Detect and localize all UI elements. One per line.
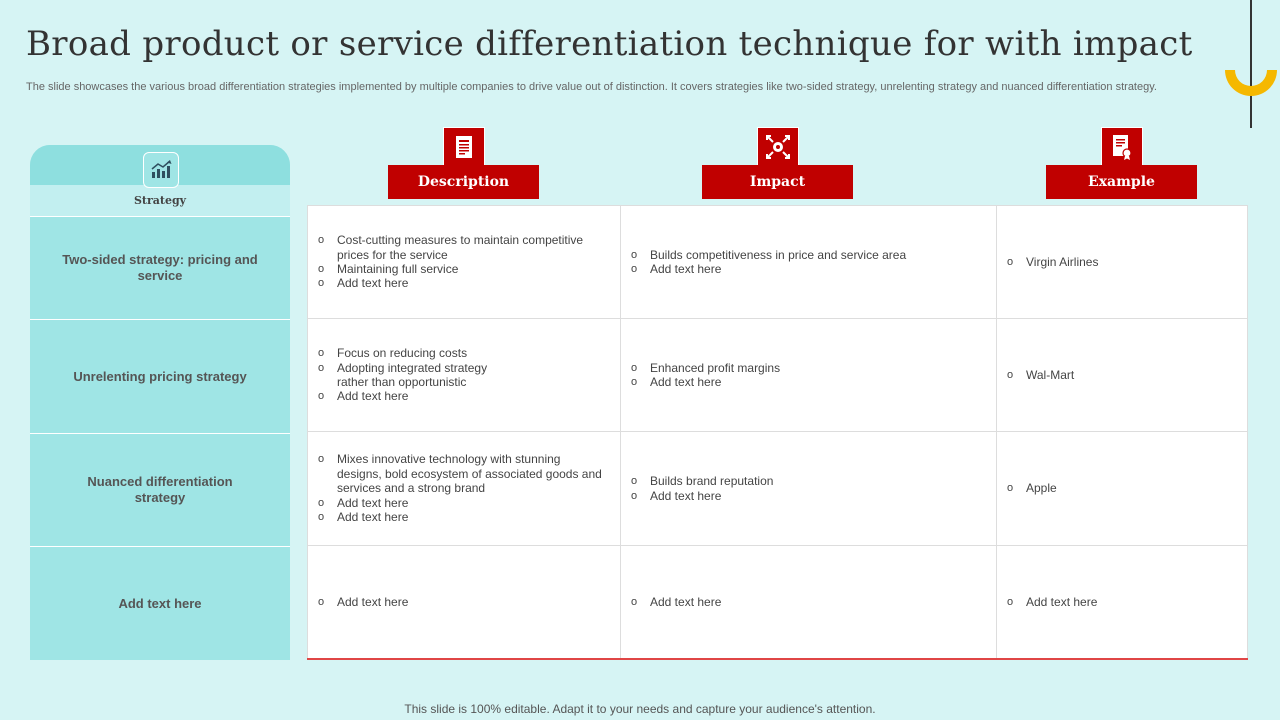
list-item: o Add text here [1007, 594, 1098, 609]
strategy-header-label: Strategy [30, 185, 290, 216]
list-item: o Add text here [631, 594, 722, 609]
list-item: o Builds competitiveness in price and service area [631, 247, 907, 262]
column-header-description: Description [388, 165, 539, 199]
list-item: o Add text here [318, 495, 409, 510]
table-cell-description [307, 319, 621, 432]
list-item: o Focus on reducing costs [318, 346, 468, 361]
list-item: o Add text here [631, 262, 722, 276]
strategy-row-label: Two-sided strategy: pricing and service [62, 252, 258, 283]
table-cell-description [307, 432, 621, 546]
strategy-row-label: Nuanced differentiation strategy [87, 474, 233, 505]
slide-title: Broad product or service differentiation technique for with impact [26, 24, 1193, 64]
document-icon [443, 127, 485, 167]
strategy-panel [30, 145, 290, 660]
table-cell-description [307, 205, 621, 319]
certificate-icon [1101, 127, 1143, 167]
growth-chart-icon [143, 152, 179, 188]
list-item: o Maintaining full service [318, 262, 459, 276]
table-cell-description [307, 546, 621, 658]
strategy-table [307, 205, 1248, 660]
list-item: o Add text here [631, 375, 722, 389]
column-header-example: Example [1046, 165, 1197, 199]
list-item: o Virgin Airlines [1007, 254, 1099, 269]
table-cell-example [997, 432, 1248, 546]
table-cell-impact [621, 432, 997, 546]
slide-subtitle: The slide showcases the various broad differentiation strategies implemented by multiple companies to drive value out of distinction. It covers strategies like two-sided strategy, unrelenting strategy and nuanced differentiation strategy. [26, 81, 1157, 93]
strategy-row-label: Unrelenting pricing strategy [73, 368, 247, 384]
table-cell-example [997, 546, 1248, 658]
column-header-impact: Impact [702, 165, 853, 199]
table-cell-impact [621, 205, 997, 319]
list-item: o Add text here [318, 594, 409, 609]
list-item: o Add text here [318, 510, 409, 525]
slide-footer: This slide is 100% editable. Adapt it to your needs and capture your audience's attention. [404, 702, 876, 716]
strategy-row-label: Add text here [118, 595, 202, 611]
list-item: o Apple [1007, 481, 1057, 496]
list-item: o Add text here [318, 276, 409, 291]
strategy-row-4 [30, 546, 290, 660]
table-cell-example [997, 205, 1248, 319]
list-item: o Add text here [631, 488, 722, 503]
decorative-arc-icon [1222, 42, 1280, 100]
table-cell-example [997, 319, 1248, 432]
list-item: o Adopting integrated strategy rather than opportunistic [318, 360, 488, 389]
target-arrows-icon [757, 127, 799, 167]
strategy-row-3 [30, 433, 290, 546]
list-item: o Enhanced profit margins [631, 360, 781, 375]
list-item: o Wal-Mart [1007, 367, 1075, 382]
strategy-row-2 [30, 319, 290, 433]
list-item: o Cost-cutting measures to maintain competitive prices for the service [318, 233, 584, 262]
strategy-row-1 [30, 216, 290, 319]
list-item: o Builds brand reputation [631, 474, 774, 489]
list-item: o Mixes innovative technology with stunning designs, bold ecosystem of associated goods and services and a strong brand [318, 452, 602, 496]
table-cell-impact [621, 546, 997, 658]
table-cell-impact [621, 319, 997, 432]
list-item: o Add text here [318, 389, 409, 404]
